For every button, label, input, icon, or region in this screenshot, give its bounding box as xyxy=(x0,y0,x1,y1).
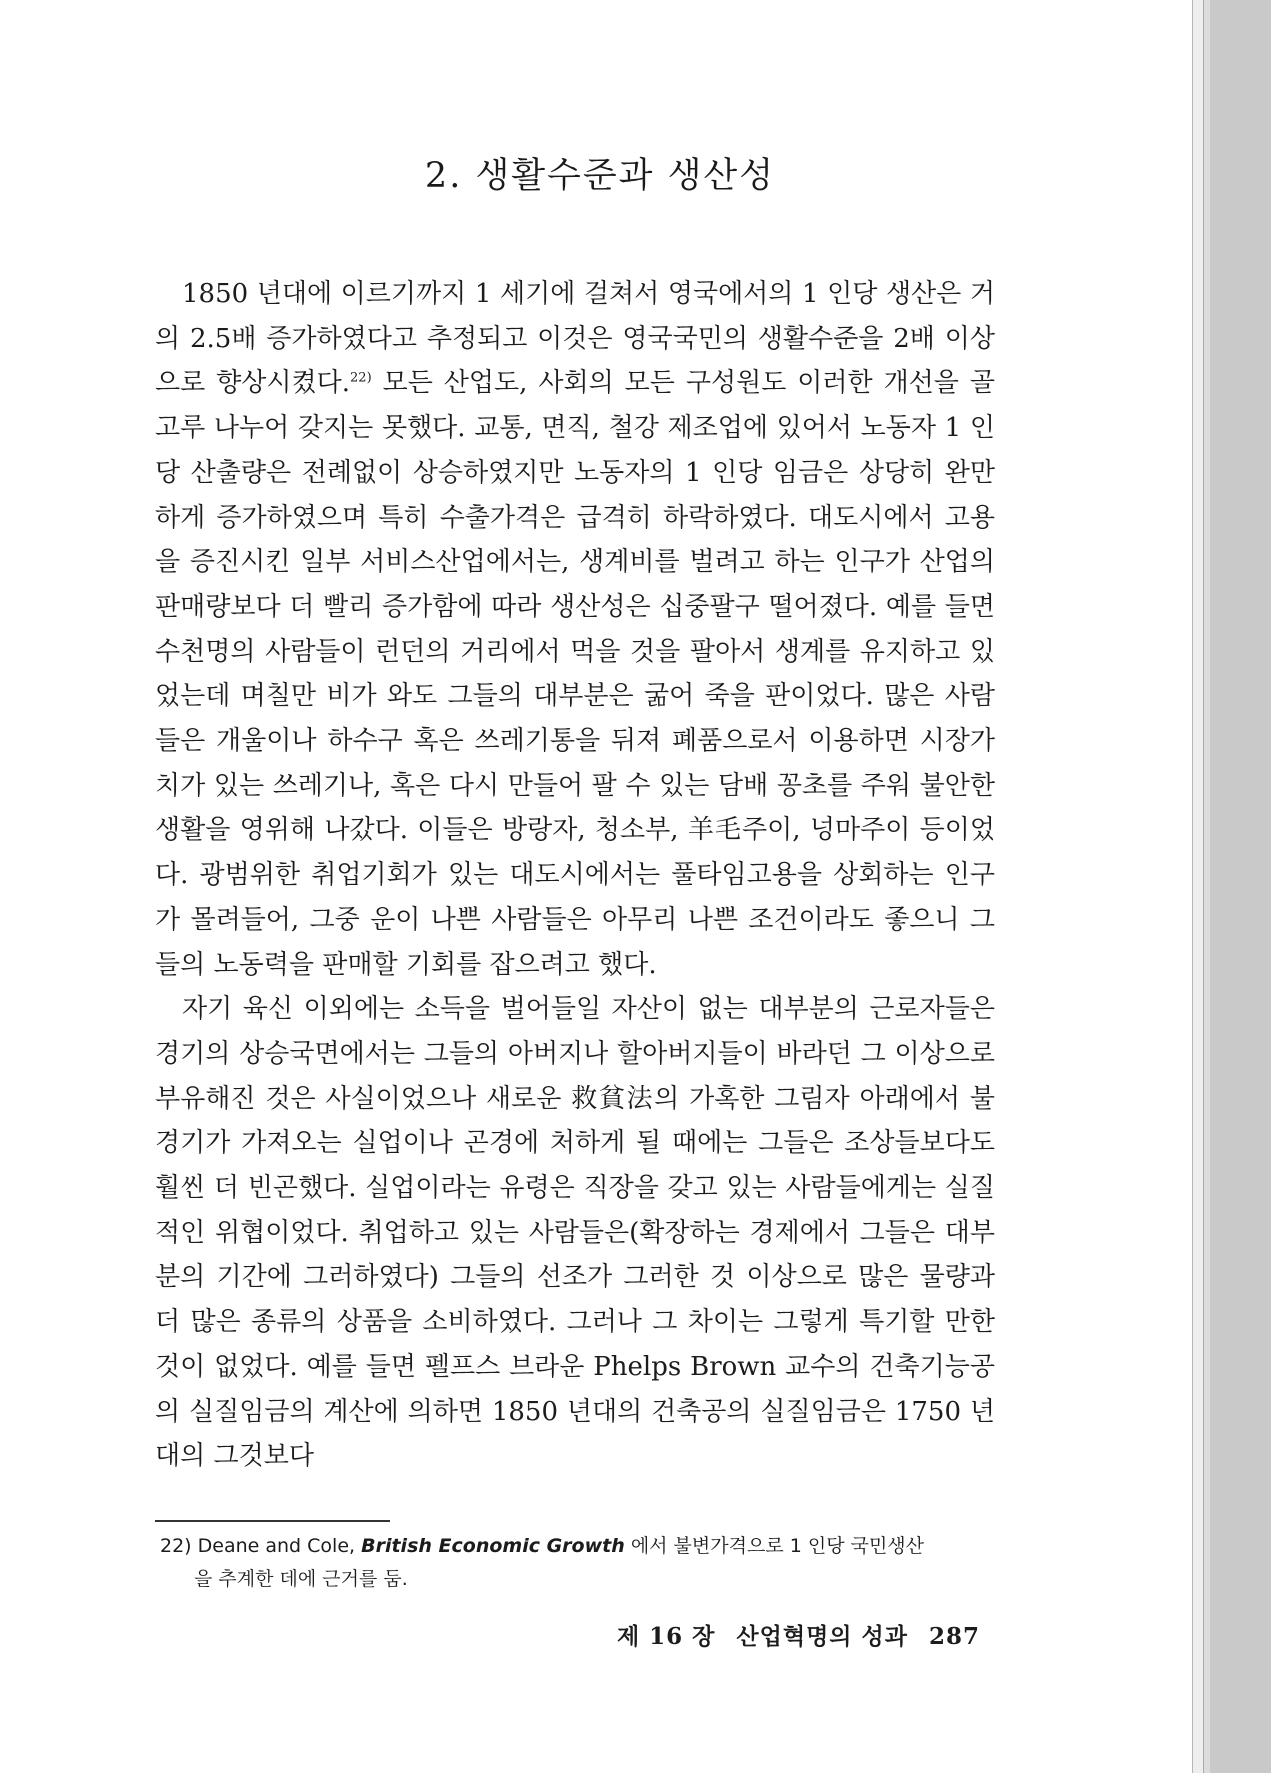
paragraph-2: 자기 육신 이외에는 소득을 벌어들일 자산이 없는 대부분의 근로자들은 경기의 상승국면에서는 그들의 아버지나 할아버지들이 바라던 그 이상으로 부유해진 것은 사실이었으나 새로운 救貧法의 가혹한 그림자 아래에서 불경기가 가져오는 실업이나 곤경에 처하게 될 때에는 그들은 조상들보다도 훨씬 더 빈곤했다. 실업이라는 유령은 직장을 갖고 있는 사람들에게는 실질적인 위협이었다. 취업하고 있는 사람들은(확장하는 경제에서 그들은 대부분의 기간에 그러하였다) 그들의 선조가 그러한 것 이상으로 많은 물량과 더 많은 종류의 상품을 소비하였다. 그러나 그 차이는 그렇게 특기할 만한 것이 없었다. 예를 들면 펠프스 브라운 Phelps Brown 교수의 건축기능공의 실질임금의 계산에 의하면 1850 년대의 건축공의 실질임금은 1750 년대의 그것보다 xyxy=(155,994,995,1472)
footer-chapter-title: 산업혁명의 성과 xyxy=(736,1623,908,1650)
section-heading: 2. 생활수준과 생산성 xyxy=(424,156,776,196)
paragraph-1-text-a: 1850 년대에 이르기까지 1 세기에 걸쳐서 영국에서의 1 인당 생산은 거의 2.5배 증가하였다고 추정되고 이것은 영국국민의 생활수준을 2배 이상으로 향상시켰다. xyxy=(155,279,995,399)
footnote-text-b: 을 추계한 데에 근거를 둠. xyxy=(194,1568,408,1590)
body-text xyxy=(155,272,995,1479)
page-number: 287 xyxy=(928,1623,980,1650)
footnote-authors: Deane and Cole, xyxy=(197,1535,356,1557)
footnote-reference: 22) xyxy=(350,370,372,386)
footnote-line-1 xyxy=(160,1530,1000,1563)
running-footer xyxy=(500,1618,980,1651)
footnote xyxy=(160,1530,1000,1596)
page-edge xyxy=(1192,0,1203,1773)
footnote-rule xyxy=(155,1520,390,1522)
footer-chapter: 제 16 장 xyxy=(616,1623,716,1650)
page-edge-back xyxy=(1203,0,1210,1773)
footnote-number: 22) xyxy=(160,1535,192,1557)
footnote-text-a: 에서 불변가격으로 1 인당 국민생산 xyxy=(630,1535,925,1557)
footnote-book-title: British Economic Growth xyxy=(361,1535,625,1557)
paragraph-1 xyxy=(155,272,995,987)
paragraph-1-text-b: 모든 산업도, 사회의 모든 구성원도 이러한 개선을 골고루 나누어 갖지는 못했다. 교통, 면직, 철강 제조업에 있어서 노동자 1 인당 산출량은 전례없이 상승하였지만 노동자의 1 인당 임금은 상당히 완만하게 증가하였으며 특히 수출가격은 급격히 하락하였다. 대도시에서 고용을 증진시킨 일부 서비스산업에서는, 생계비를 벌려고 하는 인구가 산업의 판매량보다 더 빨리 증가함에 따라 생산성은 십중팔구 떨어졌다. 예를 들면 수천명의 사람들이 런던의 거리에서 먹을 것을 팔아서 생계를 유지하고 있었는데 며칠만 비가 와도 그들의 대부분은 굶어 죽을 판이었다. 많은 사람들은 개울이나 하수구 혹은 쓰레기통을 뒤져 폐품으로서 이용하면 시장가치가 있는 쓰레기나, 혹은 다시 만들어 팔 수 있는 담배 꽁초를 주워 불안한 생활을 영위해 나갔다. 이들은 방랑자, 청소부, 羊毛주이, 넝마주이 등이었다. 광범위한 취업기회가 있는 대도시에서는 풀타임고용을 상회하는 인구가 몰려들어, 그중 운이 나쁜 사람들은 아무리 나쁜 조건이라도 좋으니 그들의 노동력을 판매할 기회를 잡으려고 했다. xyxy=(155,368,995,980)
